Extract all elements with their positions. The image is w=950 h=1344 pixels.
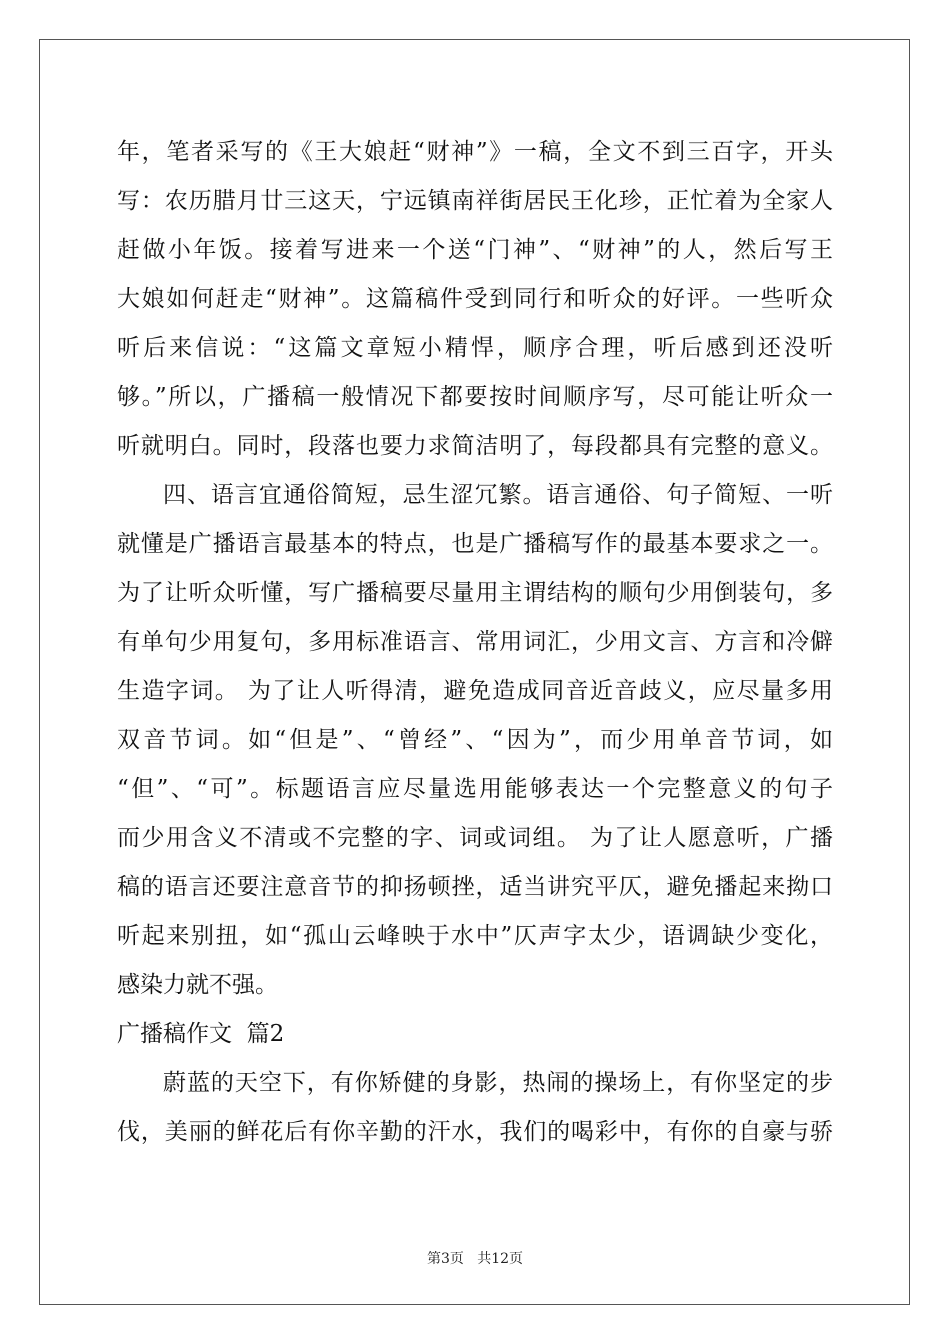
- page-footer: 第3页 共12页: [426, 1251, 524, 1267]
- text-line: 生造字词。 为了让人听得清，避免造成同音近音歧义，应尽量多用: [117, 678, 833, 704]
- document-body: [117, 128, 833, 1157]
- text-line: 蔚蓝的天空下，有你矫健的身影，热闹的操场上，有你坚定的步: [163, 1070, 833, 1096]
- text-line: 就懂是广播语言最基本的特点，也是广播稿写作的最基本要求之一。: [117, 531, 833, 557]
- text-line: 大娘如何赶走“财神”。这篇稿件受到同行和听众的好评。一些听众: [117, 286, 833, 312]
- text-line: 写：农历腊月廿三这天，宁远镇南祥街居民王化珍，正忙着为全家人: [117, 188, 833, 214]
- text-line: “但”、“可”。标题语言应尽量选用能够表达一个完整意义的句子: [117, 776, 833, 802]
- paragraph-1: [117, 128, 833, 471]
- text-line: 双音节词。如“但是”、“曾经”、“因为”，而少用单音节词，如: [117, 727, 833, 753]
- text-line: 伐，美丽的鲜花后有你辛勤的汗水，我们的喝彩中，有你的自豪与骄: [117, 1119, 833, 1145]
- text-line: 听后来信说：“这篇文章短小精悍，顺序合理，听后感到还没听: [117, 335, 833, 361]
- section-heading: 广播稿作文 篇2: [117, 1021, 285, 1047]
- text-line: 为了让听众听懂，写广播稿要尽量用主谓结构的顺句少用倒装句，多: [117, 580, 833, 606]
- text-line: 够。”所以，广播稿一般情况下都要按时间顺序写，尽可能让听众一: [117, 384, 833, 410]
- text-line: 稿的语言还要注意音节的抑扬顿挫，适当讲究平仄，避免播起来拗口: [117, 874, 833, 900]
- text-line: 有单句少用复句，多用标准语言、常用词汇，少用文言、方言和冷僻: [117, 629, 833, 655]
- text-line: 感染力就不强。: [117, 972, 278, 998]
- text-line: 而少用含义不清或不完整的字、词或词组。 为了让人愿意听，广播: [117, 825, 833, 851]
- text-line: 年，笔者采写的《王大娘赶“财神”》一稿，全文不到三百字，开头: [117, 139, 833, 165]
- paragraph-2: [117, 471, 833, 1010]
- text-line: 赶做小年饭。接着写进来一个送“门神”、“财神”的人，然后写王: [117, 237, 833, 263]
- text-line: 四、语言宜通俗简短，忌生涩冗繁。语言通俗、句子简短、一听: [163, 482, 833, 508]
- text-line: 听起来别扭，如“孤山云峰映于水中”仄声字太少，语调缺少变化，: [117, 923, 833, 949]
- text-line: 听就明白。同时，段落也要力求简洁明了，每段都具有完整的意义。: [117, 433, 833, 459]
- paragraph-3: [117, 1059, 833, 1157]
